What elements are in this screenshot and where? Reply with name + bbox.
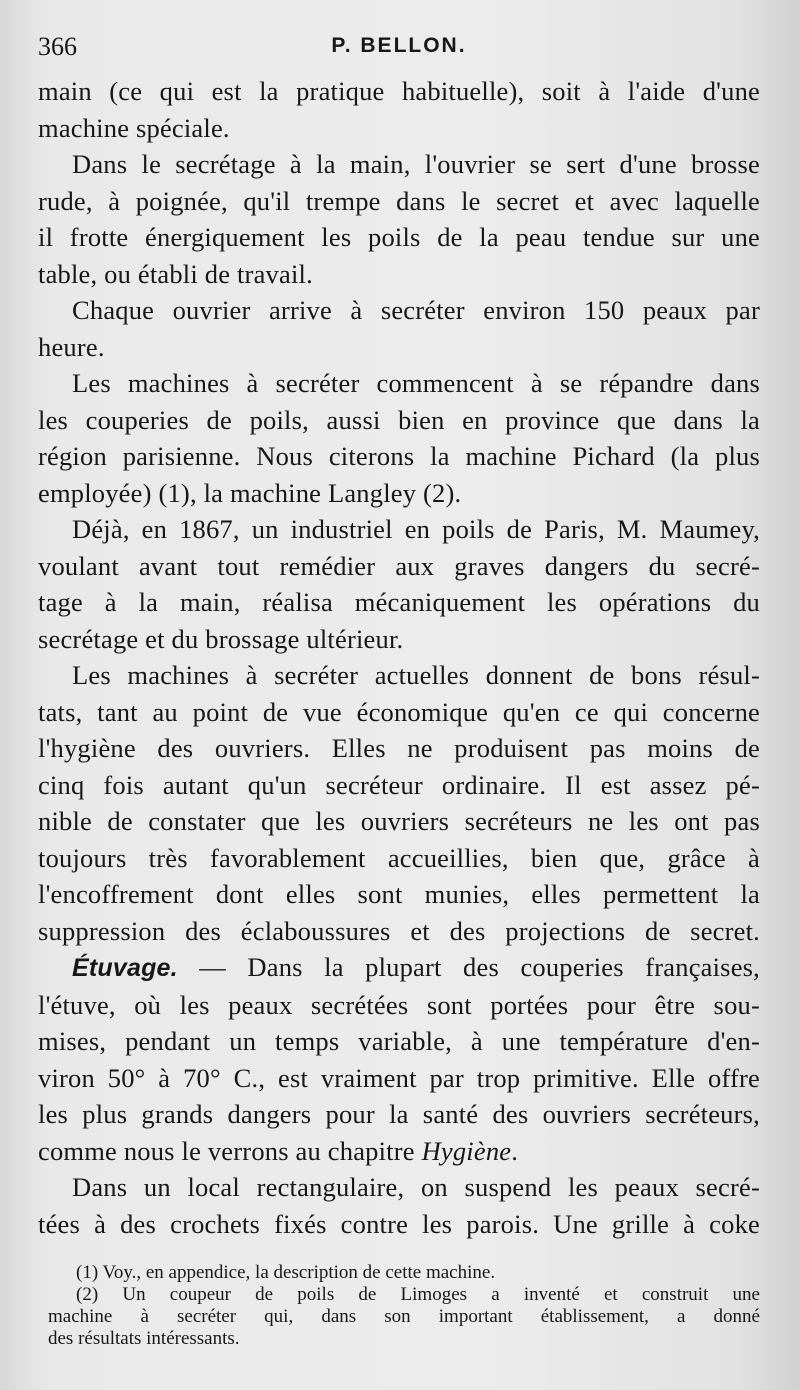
paragraph-6-line: [38, 840, 760, 877]
footnote-text: (1) Voy., en appendice, la description de cette machine.: [76, 1262, 496, 1283]
paragraph-3: [38, 292, 760, 329]
text-line: région parisienne. Nous citerons la machine Pichard (la plus: [38, 441, 760, 471]
text-line: l'hygiène des ouvriers. Elles ne produisent pas moins de: [38, 733, 760, 763]
text-line: rude, à poignée, qu'il trempe dans le secret et avec laquelle: [38, 185, 760, 216]
paragraph-5: [38, 511, 760, 548]
page-number: 366: [38, 32, 77, 61]
text-line: machine spéciale.: [38, 112, 230, 143]
paragraph-2-line: [38, 183, 760, 220]
text-line: voulant avant tout remédier aux graves dangers du secré-: [38, 550, 760, 581]
text-line: suppression des éclaboussures et des projections de secret.: [38, 915, 760, 946]
text-line: employée) (1), la machine Langley (2).: [38, 477, 462, 508]
paragraph-8: [38, 1169, 760, 1206]
paragraph-8-line: [38, 1206, 760, 1243]
running-head: P. BELLON.: [331, 34, 467, 57]
paragraph-7-end: [38, 1133, 760, 1170]
text-line: l'étuve, où les peaux secrétées sont portées pour être sou-: [38, 989, 760, 1020]
paragraph-6-end: [38, 913, 760, 950]
text-line: les couperies de poils, aussi bien en province que dans la: [38, 404, 760, 435]
paragraph-2-end: [38, 256, 760, 293]
paragraph-6-line: [38, 767, 760, 804]
footnote-text: (2) Un coupeur de poils de Limoges a inventé et construit une: [76, 1284, 760, 1305]
text-line: Les machines à secréter actuelles donnent de bons résul-: [72, 660, 760, 690]
text-line: table, ou établi de travail.: [38, 258, 313, 289]
text-line: secrétage et du brossage ultérieur.: [38, 623, 404, 654]
text-line: l'encoffrement dont elles sont munies, elles permettent la: [38, 879, 760, 909]
paragraph-2: [38, 146, 760, 183]
text-line: tées à des crochets fixés contre les parois. Une grille à coke: [38, 1208, 760, 1239]
paragraph-5-line: [38, 548, 760, 585]
paragraph-4: [38, 365, 760, 402]
paragraph-6-line: [38, 694, 760, 731]
text-line: comme nous le verrons au chapitre: [38, 1135, 422, 1166]
section-heading: Étuvage.: [72, 954, 178, 982]
paragraph-6-line: [38, 730, 760, 767]
footnote-2: [48, 1284, 760, 1306]
text-line: Chaque ouvrier arrive à secréter environ 150 peaux par: [72, 295, 760, 325]
text-line: main (ce qui est la pratique habituelle), soit à l'aide d'une: [38, 76, 760, 106]
text-line: viron 50° à 70° C., est vraiment par trop primitive. Elle offre: [38, 1062, 760, 1093]
paragraph-7-line: [38, 1023, 760, 1060]
paragraph-5-end: [38, 621, 760, 658]
paragraph-7-line: [38, 1060, 760, 1097]
paragraph-6: [38, 657, 760, 694]
body-text: [38, 73, 760, 1242]
footnote-1: [48, 1262, 760, 1284]
paragraph-6-line: [38, 876, 760, 913]
footnote-2-end: [48, 1328, 760, 1350]
text-line: — Dans la plupart des couperies françaises,: [177, 952, 760, 982]
text-line: tats, tant au point de vue économique qu'en ce qui concerne: [38, 696, 760, 727]
paragraph-6-line: [38, 803, 760, 840]
page-header: [38, 32, 760, 66]
text-line: Déjà, en 1867, un industriel en poils de Paris, M. Maumey,: [72, 514, 760, 544]
paragraph-5-line: [38, 584, 760, 621]
paragraph-1: [38, 73, 760, 110]
italic-term: Hygiène: [421, 1135, 512, 1166]
footnotes: [48, 1262, 760, 1350]
paragraph-7-line: [38, 987, 760, 1024]
text-line: Dans un local rectangulaire, on suspend les peaux secré-: [72, 1172, 760, 1202]
text-line: Dans le secrétage à la main, l'ouvrier se sert d'une brosse: [72, 149, 760, 179]
text-line: mises, pendant un temps variable, à une température d'en-: [38, 1026, 760, 1056]
paragraph-7-line: [38, 1096, 760, 1133]
text-line: .: [511, 1135, 519, 1166]
footnote-text: machine à secréter qui, dans son important établissement, a donné: [48, 1306, 760, 1327]
paragraph-4-line: [38, 402, 760, 439]
text-line: nible de constater que les ouvriers secréteurs ne les ont pas: [38, 806, 760, 836]
text-line: heure.: [38, 331, 105, 362]
text-line: les plus grands dangers pour la santé des ouvriers secréteurs,: [38, 1099, 760, 1129]
paragraph-2-line: [38, 219, 760, 256]
text-line: Les machines à secréter commencent à se répandre dans: [72, 368, 760, 398]
footnote-text: des résultats intéressants.: [48, 1328, 240, 1349]
paragraph-4-line: [38, 438, 760, 475]
text-line: toujours très favorablement accueillies, bien que, grâce à: [38, 842, 760, 873]
paragraph-7: [38, 949, 760, 987]
footnote-2-line: [48, 1306, 760, 1328]
text-line: cinq fois autant qu'un secréteur ordinaire. Il est assez pé-: [38, 769, 760, 800]
text-line: il frotte énergiquement les poils de la peau tendue sur une: [38, 222, 760, 252]
paragraph-3-end: [38, 329, 760, 366]
text-line: tage à la main, réalisa mécaniquement les opérations du: [38, 587, 760, 617]
paragraph-4-end: [38, 475, 760, 512]
paragraph-1-end: [38, 110, 760, 147]
